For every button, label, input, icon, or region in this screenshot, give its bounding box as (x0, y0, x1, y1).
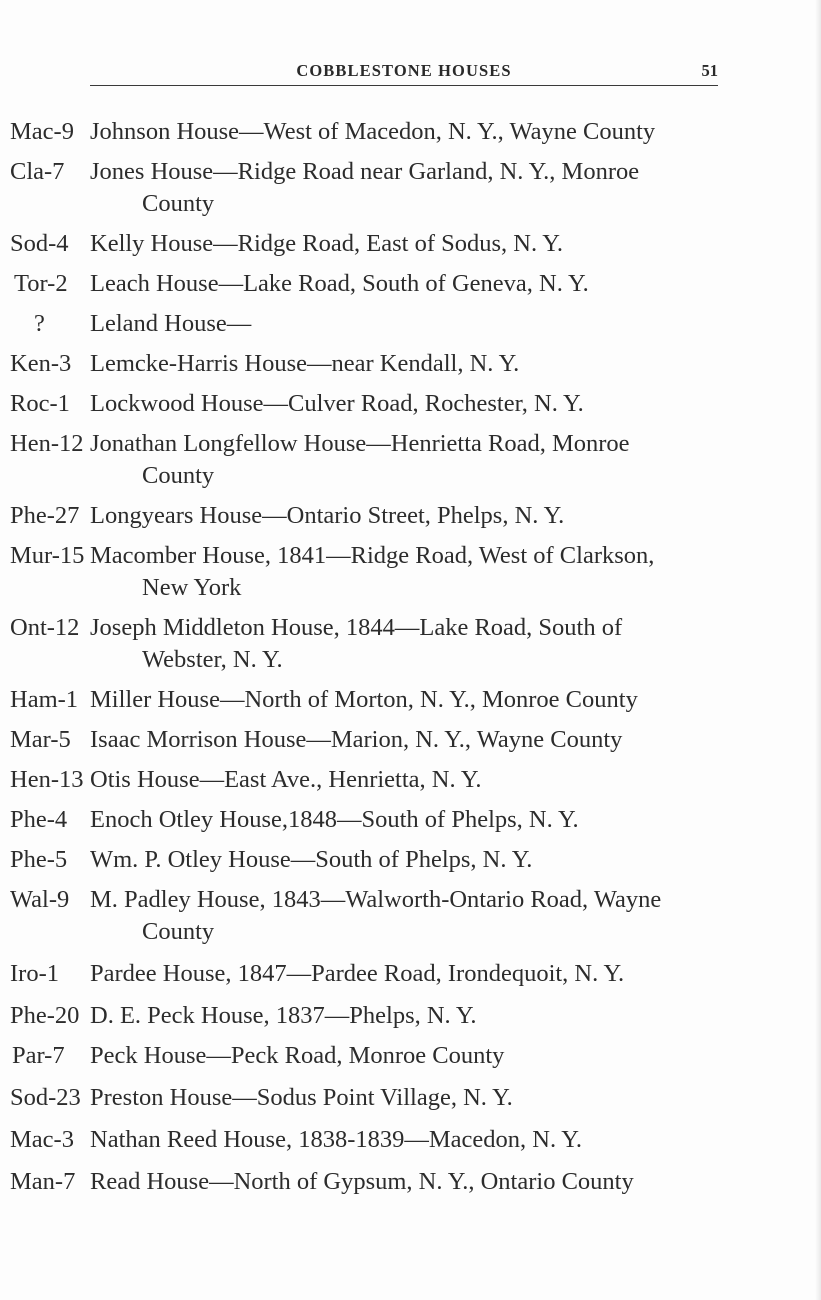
house-description (90, 884, 718, 948)
description-continuation: New York (142, 574, 242, 601)
description-line: Nathan Reed House, 1838-1839—Macedon, N. Y. (90, 1126, 582, 1153)
house-description (90, 1166, 718, 1198)
house-code: Wal-9 (10, 886, 70, 913)
house-description (90, 228, 718, 260)
house-description (90, 540, 718, 604)
description-line: Macomber House, 1841—Ridge Road, West of Clarkson, (90, 542, 655, 569)
description-continuation: County (142, 190, 215, 217)
description-line: Jonathan Longfellow House—Henrietta Road, Monroe (90, 430, 630, 457)
house-description (90, 684, 718, 716)
description-line: Jones House—Ridge Road near Garland, N. Y., Monroe (90, 158, 640, 185)
description-line: Read House—North of Gypsum, N. Y., Ontario County (90, 1168, 634, 1195)
running-header (90, 59, 718, 86)
house-code: Mac-9 (10, 118, 74, 145)
house-code: Phe-27 (10, 502, 80, 529)
house-description (90, 268, 718, 300)
house-code: Man-7 (10, 1168, 76, 1195)
description-line: M. Padley House, 1843—Walworth-Ontario Road, Wayne (90, 886, 662, 913)
page-edge-shadow (815, 0, 821, 1300)
description-line: Preston House—Sodus Point Village, N. Y. (90, 1084, 513, 1111)
house-description (90, 156, 718, 220)
description-line: Longyears House—Ontario Street, Phelps, N. Y. (90, 502, 565, 529)
description-line: Enoch Otley House,1848—South of Phelps, N. Y. (90, 806, 579, 833)
house-description (90, 844, 718, 876)
house-description (90, 388, 718, 420)
description-line: Miller House—North of Morton, N. Y., Monroe County (90, 686, 638, 713)
description-line: Kelly House—Ridge Road, East of Sodus, N. Y. (90, 230, 563, 257)
house-description (90, 1082, 718, 1114)
description-line: Leach House—Lake Road, South of Geneva, N. Y. (90, 270, 589, 297)
house-code: Mur-15 (10, 542, 85, 569)
house-code: Mac-3 (10, 1126, 74, 1153)
description-line: Joseph Middleton House, 1844—Lake Road, South of (90, 614, 623, 641)
description-line: D. E. Peck House, 1837—Phelps, N. Y. (90, 1002, 477, 1029)
house-code: Ont-12 (10, 614, 80, 641)
house-code: Sod-23 (10, 1084, 81, 1111)
description-line: Lockwood House—Culver Road, Rochester, N. Y. (90, 390, 584, 417)
description-line: Lemcke-Harris House—near Kendall, N. Y. (90, 350, 520, 377)
house-code: Hen-12 (10, 430, 84, 457)
house-code: Ken-3 (10, 350, 72, 377)
house-description (90, 348, 718, 380)
house-description (90, 428, 718, 492)
house-description (90, 804, 718, 836)
description-line: Otis House—East Ave., Henrietta, N. Y. (90, 766, 482, 793)
house-description (90, 1124, 718, 1156)
description-line: Johnson House—West of Macedon, N. Y., Wayne County (90, 118, 656, 145)
house-code: Phe-20 (10, 1002, 80, 1029)
house-code: Ham-1 (10, 686, 79, 713)
description-line: Isaac Morrison House—Marion, N. Y., Wayne County (90, 726, 623, 753)
house-description (90, 1000, 718, 1032)
page-number: 51 (701, 61, 718, 80)
house-description (90, 724, 718, 756)
description-line: Wm. P. Otley House—South of Phelps, N. Y. (90, 846, 533, 873)
running-title: COBBLESTONE HOUSES (296, 61, 512, 80)
house-code: Sod-4 (10, 230, 69, 257)
description-line: Leland House— (90, 310, 252, 337)
house-code: Tor-2 (14, 270, 68, 297)
description-line: Pardee House, 1847—Pardee Road, Irondequoit, N. Y. (90, 960, 625, 987)
description-line: Peck House—Peck Road, Monroe County (90, 1042, 505, 1069)
house-description (90, 958, 718, 990)
house-code: ? (34, 310, 45, 337)
house-description (90, 500, 718, 532)
house-code: Hen-13 (10, 766, 84, 793)
house-code: Roc-1 (10, 390, 70, 417)
house-description (90, 308, 718, 340)
description-continuation: Webster, N. Y. (142, 646, 283, 673)
description-continuation: County (142, 462, 215, 489)
house-code: Cla-7 (10, 158, 65, 185)
house-description (90, 116, 718, 148)
description-continuation: County (142, 918, 215, 945)
house-code: Iro-1 (10, 960, 59, 987)
house-description (90, 1040, 718, 1072)
house-description (90, 764, 718, 796)
house-code: Phe-4 (10, 806, 68, 833)
house-code: Mar-5 (10, 726, 71, 753)
house-code: Phe-5 (10, 846, 68, 873)
house-code: Par-7 (12, 1042, 65, 1069)
house-description (90, 612, 718, 676)
